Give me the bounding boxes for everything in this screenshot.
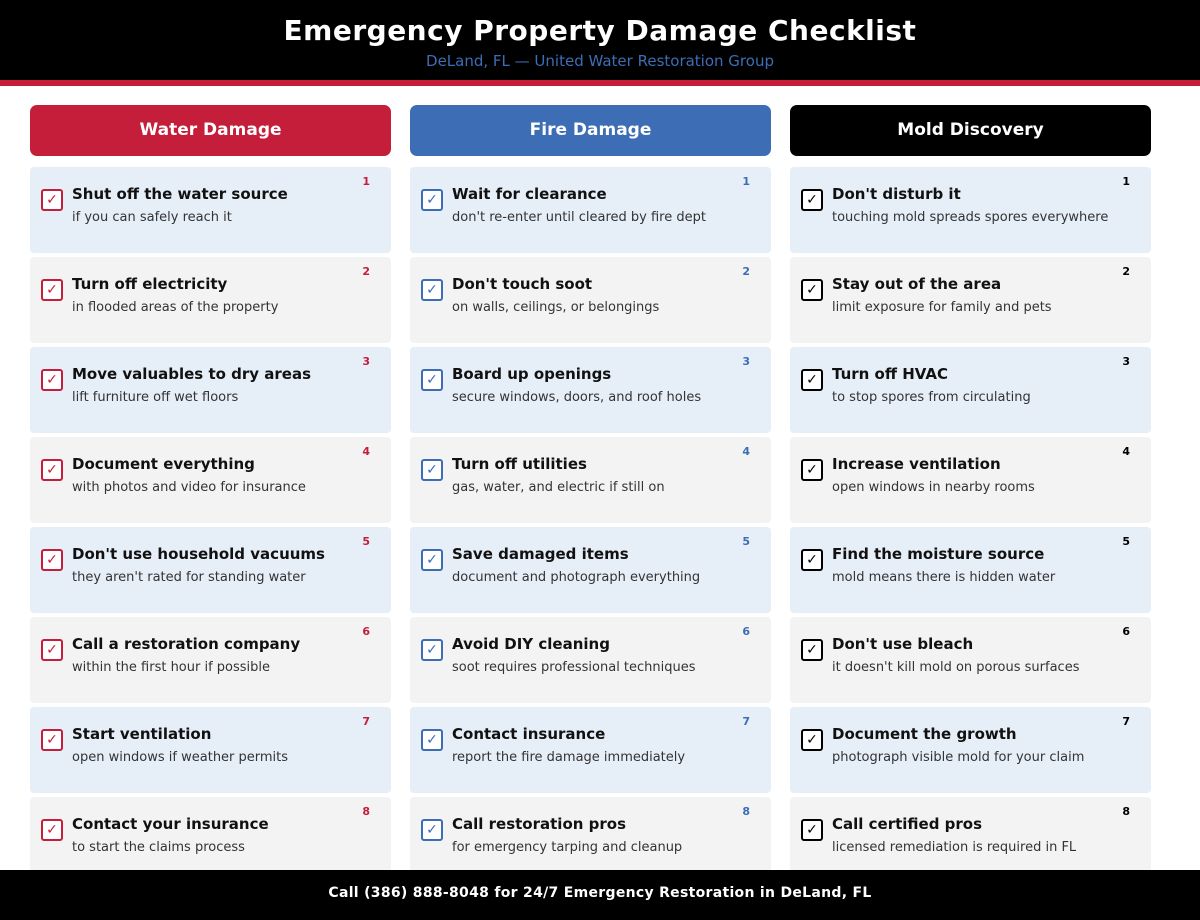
item-description: in flooded areas of the property xyxy=(72,300,279,315)
item-number: 5 xyxy=(742,535,750,548)
item-description: report the fire damage immediately xyxy=(452,750,686,765)
item-description: they aren't rated for standing water xyxy=(72,570,306,585)
checkmark-icon: ✓ xyxy=(421,279,443,301)
item-number: 6 xyxy=(362,625,370,638)
checkmark-icon: ✓ xyxy=(801,729,823,751)
checklist-item xyxy=(410,527,771,613)
checkmark-icon: ✓ xyxy=(421,639,443,661)
checkmark-icon: ✓ xyxy=(41,459,63,481)
item-description: don't re-enter until cleared by fire dept xyxy=(452,210,706,225)
item-description: to start the claims process xyxy=(72,840,245,855)
item-title: Wait for clearance xyxy=(452,185,607,203)
item-title: Shut off the water source xyxy=(72,185,288,203)
checkmark-icon: ✓ xyxy=(421,459,443,481)
item-title: Turn off HVAC xyxy=(832,365,949,383)
checkmark-icon: ✓ xyxy=(41,189,63,211)
column-header-fire: Fire Damage xyxy=(410,105,771,156)
item-description: on walls, ceilings, or belongings xyxy=(452,300,660,315)
checklist-mold xyxy=(790,167,1151,883)
item-description: licensed remediation is required in FL xyxy=(832,840,1077,855)
column-fire xyxy=(410,105,771,887)
checklist-item xyxy=(30,707,391,793)
checkmark-icon: ✓ xyxy=(41,279,63,301)
item-title: Document the growth xyxy=(832,725,1017,743)
checkmark-icon: ✓ xyxy=(41,549,63,571)
checkmark-icon: ✓ xyxy=(41,369,63,391)
item-title: Turn off utilities xyxy=(452,455,587,473)
checklist-water xyxy=(30,167,391,883)
item-title: Don't use bleach xyxy=(832,635,974,653)
item-title: Find the moisture source xyxy=(832,545,1045,563)
checkmark-icon: ✓ xyxy=(801,189,823,211)
item-title: Start ventilation xyxy=(72,725,212,743)
item-number: 3 xyxy=(1122,355,1130,368)
item-description: with photos and video for insurance xyxy=(72,480,306,495)
item-title: Call certified pros xyxy=(832,815,983,833)
item-number: 6 xyxy=(742,625,750,638)
checkmark-icon: ✓ xyxy=(421,549,443,571)
checkmark-icon: ✓ xyxy=(41,819,63,841)
checkmark-icon: ✓ xyxy=(801,819,823,841)
checkmark-icon: ✓ xyxy=(801,549,823,571)
checklist-item xyxy=(30,347,391,433)
item-number: 4 xyxy=(1122,445,1130,458)
header-accent-stripe xyxy=(0,80,1200,86)
page-title: Emergency Property Damage Checklist xyxy=(283,14,917,47)
item-number: 8 xyxy=(742,805,750,818)
item-number: 1 xyxy=(742,175,750,188)
checklist-item xyxy=(790,617,1151,703)
checklist-fire xyxy=(410,167,771,883)
item-title: Don't use household vacuums xyxy=(72,545,325,563)
item-description: open windows in nearby rooms xyxy=(832,480,1035,495)
checklist-item xyxy=(410,347,771,433)
item-description: to stop spores from circulating xyxy=(832,390,1031,405)
item-description: photograph visible mold for your claim xyxy=(832,750,1085,765)
item-number: 3 xyxy=(742,355,750,368)
checklist-item xyxy=(30,437,391,523)
item-number: 4 xyxy=(362,445,370,458)
page-header xyxy=(0,0,1200,80)
item-description: secure windows, doors, and roof holes xyxy=(452,390,702,405)
footer-banner xyxy=(0,870,1200,920)
item-title: Call a restoration company xyxy=(72,635,301,653)
item-description: for emergency tarping and cleanup xyxy=(452,840,683,855)
item-title: Avoid DIY cleaning xyxy=(452,635,610,653)
item-description: open windows if weather permits xyxy=(72,750,289,765)
checkmark-icon: ✓ xyxy=(421,819,443,841)
item-number: 1 xyxy=(1122,175,1130,188)
checklist-item xyxy=(410,617,771,703)
item-title: Document everything xyxy=(72,455,255,473)
item-number: 7 xyxy=(1122,715,1130,728)
checkmark-icon: ✓ xyxy=(421,189,443,211)
item-description: document and photograph everything xyxy=(452,570,701,585)
item-number: 3 xyxy=(362,355,370,368)
item-title: Stay out of the area xyxy=(832,275,1002,293)
checkmark-icon: ✓ xyxy=(801,639,823,661)
checkmark-icon: ✓ xyxy=(801,369,823,391)
item-number: 8 xyxy=(362,805,370,818)
checkmark-icon: ✓ xyxy=(421,729,443,751)
checklist-item xyxy=(30,257,391,343)
item-title: Don't disturb it xyxy=(832,185,961,203)
checklist-item xyxy=(410,167,771,253)
item-title: Move valuables to dry areas xyxy=(72,365,312,383)
column-water xyxy=(30,105,391,887)
item-title: Call restoration pros xyxy=(452,815,627,833)
item-number: 7 xyxy=(742,715,750,728)
checklist-item xyxy=(30,527,391,613)
checkmark-icon: ✓ xyxy=(801,279,823,301)
item-number: 8 xyxy=(1122,805,1130,818)
item-title: Board up openings xyxy=(452,365,612,383)
column-mold xyxy=(790,105,1151,887)
checkmark-icon: ✓ xyxy=(801,459,823,481)
item-description: within the first hour if possible xyxy=(72,660,271,675)
checkmark-icon: ✓ xyxy=(41,729,63,751)
checklist-item xyxy=(410,257,771,343)
item-description: mold means there is hidden water xyxy=(832,570,1056,585)
checklist-item xyxy=(30,617,391,703)
checklist-item xyxy=(790,167,1151,253)
footer-text: Call (386) 888-8048 for 24/7 Emergency Restoration in DeLand, FL xyxy=(328,885,872,901)
item-number: 7 xyxy=(362,715,370,728)
item-title: Save damaged items xyxy=(452,545,629,563)
item-description: soot requires professional techniques xyxy=(452,660,696,675)
item-number: 5 xyxy=(362,535,370,548)
item-description: if you can safely reach it xyxy=(72,210,232,225)
checklist-item xyxy=(790,527,1151,613)
page-subtitle: DeLand, FL — United Water Restoration Group xyxy=(426,52,774,70)
checkmark-icon: ✓ xyxy=(421,369,443,391)
checklist-item xyxy=(790,437,1151,523)
checklist-item xyxy=(410,437,771,523)
item-title: Turn off electricity xyxy=(72,275,228,293)
item-description: it doesn't kill mold on porous surfaces xyxy=(832,660,1080,675)
item-title: Contact insurance xyxy=(452,725,606,743)
checklist-item xyxy=(790,347,1151,433)
item-description: touching mold spreads spores everywhere xyxy=(832,210,1109,225)
checklist-item xyxy=(790,257,1151,343)
item-number: 5 xyxy=(1122,535,1130,548)
item-description: lift furniture off wet floors xyxy=(72,390,239,405)
item-description: limit exposure for family and pets xyxy=(832,300,1052,315)
item-title: Increase ventilation xyxy=(832,455,1001,473)
checkmark-icon: ✓ xyxy=(41,639,63,661)
item-title: Contact your insurance xyxy=(72,815,269,833)
item-number: 6 xyxy=(1122,625,1130,638)
item-number: 2 xyxy=(1122,265,1130,278)
checklist-item xyxy=(30,167,391,253)
item-title: Don't touch soot xyxy=(452,275,593,293)
item-number: 1 xyxy=(362,175,370,188)
column-header-water: Water Damage xyxy=(30,105,391,156)
item-number: 2 xyxy=(362,265,370,278)
column-header-mold: Mold Discovery xyxy=(790,105,1151,156)
checklist-item xyxy=(790,707,1151,793)
item-number: 4 xyxy=(742,445,750,458)
item-number: 2 xyxy=(742,265,750,278)
checklist-item xyxy=(410,707,771,793)
item-description: gas, water, and electric if still on xyxy=(452,480,665,495)
